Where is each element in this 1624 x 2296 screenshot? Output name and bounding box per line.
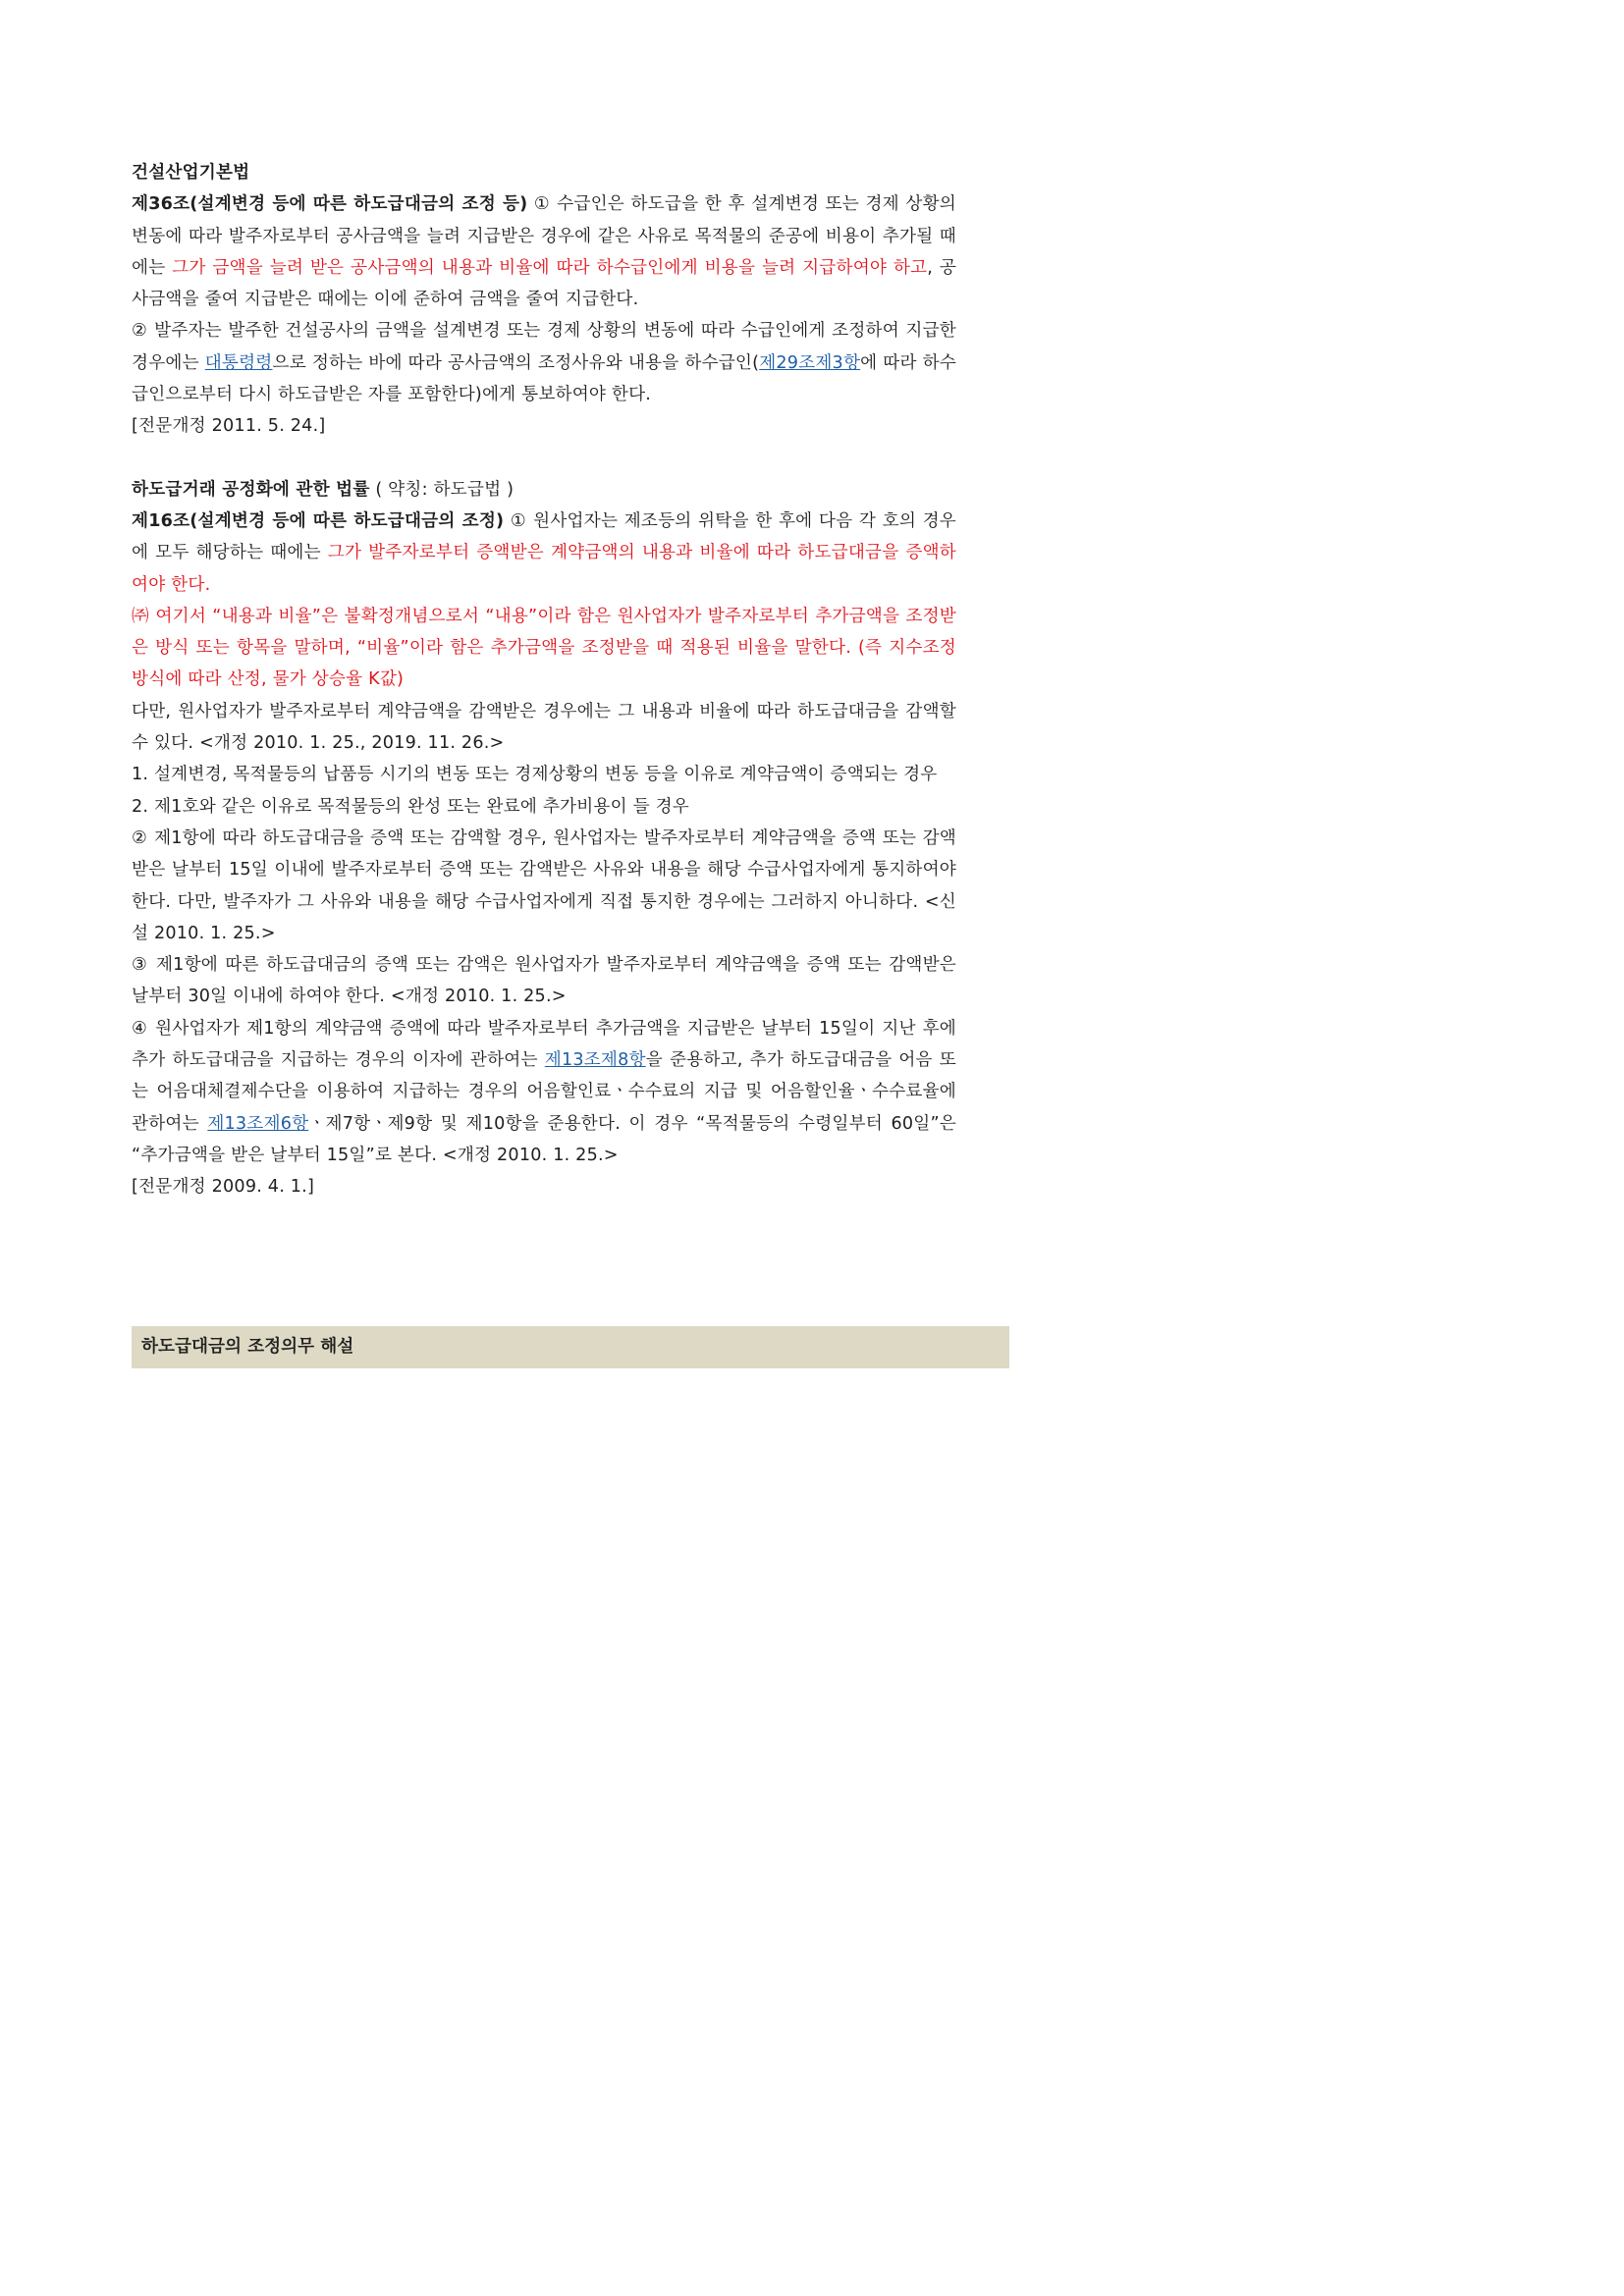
link-article-29-3[interactable]: 제29조제3항 — [759, 352, 861, 373]
law2-paragraph-1 — [132, 506, 956, 601]
law1-p1-emphasis: 그가 금액을 늘려 받은 공사금액의 내용과 비율에 따라 하수급인에게 비용을 늘려 지급하여야 하고 — [172, 257, 928, 278]
law2-p1-proviso: 다만, 원사업자가 발주자로부터 계약금액을 감액받은 경우에는 그 내용과 비율에 따라 하도급대금을 감액할 수 있다. <개정 2010. 1. 25., 2019. 11. 26.> — [132, 701, 956, 754]
law2-title-line — [132, 474, 956, 506]
law2-p4-text-c: ㆍ제7항ㆍ제9항 및 제10항을 준용한다. 이 경우 “목적물등의 수령일부터 60일”은 “추가금액을 받은 날부터 15일”로 본다. <개정 2010. 1. 25.> — [132, 1113, 956, 1165]
document-body — [132, 157, 956, 1203]
law2-item-1: 1. 설계변경, 목적물등의 납품등 시기의 변동 또는 경제상황의 변동 등을 이유로 계약금액이 증액되는 경우 — [132, 765, 938, 785]
law2-amendment-note: [전문개정 2009. 4. 1.] — [132, 1177, 315, 1198]
link-article-13-8[interactable]: 제13조제8항 — [544, 1050, 646, 1071]
law1-p1-text-a: ① 수급인은 하도급을 한 후 설계변경 또는 경제 상황의 변동에 따라 발주자로부터 공사금액을 늘려 지급받은 경우에 같은 사유로 목적물의 준공에 비용이 추가될 때에는 — [132, 194, 956, 278]
law2-item-2: 2. 제1호와 같은 이유로 목적물등의 완성 또는 완료에 추가비용이 들 경우 — [132, 796, 689, 817]
link-presidential-decree[interactable]: 대통령령 — [204, 352, 273, 373]
law1-paragraph-2 — [132, 315, 956, 410]
law2-p1-emphasis: 그가 발주자로부터 증액받은 계약금액의 내용과 비율에 따라 하도급대금을 증액하여야 한다. — [132, 543, 956, 595]
section-title: 하도급대금의 조정의무 해설 — [141, 1337, 354, 1357]
law2-note: ㈜ 여기서 “내용과 비율”은 불확정개념으로서 “내용”이라 함은 원사업자가 발주자로부터 추가금액을 조정받은 방식 또는 항목을 말하며, “비율”이라 함은 추가금액을 조정받을 때 적용된 비율을 말한다. (즉 지수조정방식에 따라 산정, 물가 상승율 K값) — [132, 606, 956, 690]
law2-p4-text-b: 을 준용하고, 추가 하도급대금을 어음 또는 어음대체결제수단을 이용하여 지급하는 경우의 어음할인료ㆍ수수료의 지급 및 어음할인율ㆍ수수료율에 관하여는 — [132, 1050, 957, 1134]
spacer — [132, 443, 956, 474]
section-heading-bar — [132, 1326, 1009, 1368]
law1-paragraph-1 — [132, 188, 956, 315]
law1-article-heading: 제36조(설계변경 등에 따른 하도급대금의 조정 등) — [132, 194, 528, 215]
law2-paragraph-3: ③ 제1항에 따른 하도급대금의 증액 또는 감액은 원사업자가 발주자로부터 계약금액을 증액 또는 감액받은 날부터 30일 이내에 하여야 한다. <개정 2010. 1. 25.> — [132, 955, 956, 1007]
law1-amendment-note: [전문개정 2011. 5. 24.] — [132, 416, 326, 437]
link-article-13-6[interactable]: 제13조제6항 — [207, 1113, 309, 1134]
law2-p1-text-a: ① 원사업자는 제조등의 위탁을 한 후에 다음 각 호의 경우에 모두 해당하는 때에는 — [132, 510, 956, 563]
law2-paragraph-4 — [132, 1013, 956, 1171]
law1-p2-text-c: 에 따라 하수급인으로부터 다시 하도급받은 자를 포함한다)에게 통보하여야 한다. — [132, 352, 956, 405]
law2-p4-text-a: ④ 원사업자가 제1항의 계약금액 증액에 따라 발주자로부터 추가금액을 지급받은 날부터 15일이 지난 후에 추가 하도급대금을 지급하는 경우의 이자에 관하여는 — [132, 1018, 956, 1071]
law1-title: 건설산업기본법 — [132, 163, 250, 183]
law1-p2-text-b: 으로 정하는 바에 따라 공사금액의 조정사유와 내용을 하수급인( — [272, 352, 760, 373]
law1-p1-text-b: , 공사금액을 줄여 지급받은 때에는 이에 준하여 금액을 줄여 지급한다. — [132, 257, 957, 310]
law1-p2-text-a: ② 발주자는 발주한 건설공사의 금액을 설계변경 또는 경제 상황의 변동에 따라 수급인에게 조정하여 지급한 경우에는 — [132, 321, 956, 373]
law2-article-heading: 제16조(설계변경 등에 따른 하도급대금의 조정) — [132, 510, 505, 531]
law2-paragraph-2: ② 제1항에 따라 하도급대금을 증액 또는 감액할 경우, 원사업자는 발주자로부터 계약금액을 증액 또는 감액받은 날부터 15일 이내에 발주자로부터 증액 또는 감액받은 사유와 내용을 해당 수급사업자에게 통지하여야 한다. 다만, 발주자가 그 사유와 내용을 해당 수급사업자에게 직접 통지한 경우에는 그러하지 아니하다. <신설 2010. 1. 25.> — [132, 828, 956, 943]
law2-title: 하도급거래 공정화에 관한 법률 — [132, 479, 370, 500]
law2-abbreviation: ( 약칭: 하도급법 ) — [369, 479, 514, 500]
